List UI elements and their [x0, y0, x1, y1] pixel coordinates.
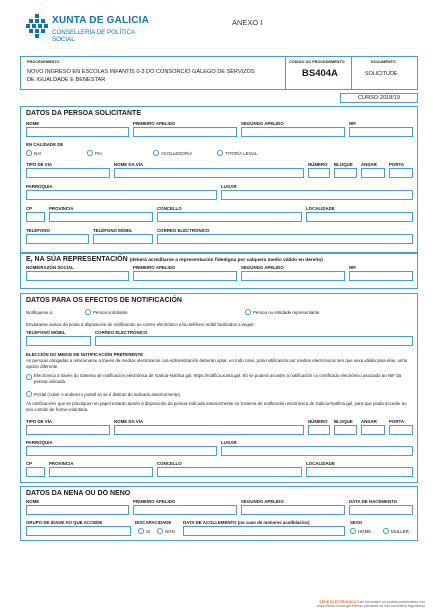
galicia-emblem-icon	[26, 14, 48, 40]
section-title-text: E, NA SÚA REPRESENTACIÓN	[26, 256, 128, 263]
paper-text: As notificacións que se practiquen en papel estarán tamén á disposición da persoa indicada anteriormente no Sistema de notificación electrónica de Galicia-Notifica.gal, para que poida acceder ao seu contido de forma voluntaria.	[26, 401, 407, 412]
field-label: PROVINCIA	[49, 206, 74, 211]
field-label: CP	[26, 206, 33, 211]
document-label: DOCUMENTO	[371, 60, 396, 64]
option-label: Postal (cubrir o enderezo postal só se é distinto do indicado anteriormente).	[34, 392, 182, 397]
field-label: ANDAR	[361, 162, 377, 167]
field-label: DATA DE ACOLLEMENTO (no caso de menores acollidas/os)	[183, 520, 310, 525]
n-council-input[interactable]	[157, 467, 302, 477]
footer-brand: SEDE ELECTRÓNICA	[319, 600, 357, 604]
footer-note	[317, 600, 425, 609]
guardian-radio[interactable]	[217, 150, 223, 156]
father-radio[interactable]	[87, 150, 93, 156]
field-label: NOME DA VÍA	[114, 419, 144, 424]
section-title	[26, 256, 323, 264]
n-floor-input[interactable]	[361, 425, 385, 435]
department-line-2: SOCIAL	[52, 35, 75, 43]
notice-text: Enviaranse avisos da posta á disposición de notificación ao correo electrónico e/ou teléfono móbil facilitados a seguir:	[26, 322, 255, 327]
field-label: PORTA	[389, 162, 405, 167]
procedure-name-line-1: NOVO INGRESO EN ESCOLAS INFANTÍS 0-3 DO CONSORCIO GALEGO DE SERVIZOS	[27, 69, 255, 75]
choice-text: As persoas obrigadas a relacionarse a través de medios electrónicos coa Administración deberán optar, en todo caso, pola notificación por medios electrónicos sen que sexa válida para elas, unha opción diferente.	[26, 358, 408, 369]
council-input[interactable]	[157, 212, 302, 222]
field-label: NOME	[26, 121, 40, 126]
rep-surname1-input[interactable]	[133, 271, 237, 281]
notify-rep-radio[interactable]	[245, 309, 251, 315]
number-input[interactable]	[308, 168, 330, 178]
parish-input[interactable]	[26, 190, 217, 200]
mobile-input[interactable]	[93, 234, 153, 244]
header	[26, 12, 416, 56]
field-label: SEGUNDO APELIDO	[241, 499, 284, 504]
option-label: PAI	[95, 151, 102, 156]
field-label: NOME/RAZÓN SOCIAL	[26, 265, 74, 270]
procedure-label: PROCEDEMENTO	[27, 60, 60, 64]
procedure-code-label: CÓDIGO DO PROCEDEMENTO	[289, 60, 345, 64]
option-label: Persoa ou entidade representante	[253, 310, 320, 315]
field-label: CONCELLO	[157, 461, 182, 466]
locality-input[interactable]	[306, 212, 413, 222]
province-input[interactable]	[49, 212, 153, 222]
notify-applicant-radio[interactable]	[85, 309, 91, 315]
field-label: PRIMEIRO APELIDO	[133, 499, 176, 504]
disability-no-radio[interactable]	[157, 528, 163, 534]
n-place-input[interactable]	[221, 446, 413, 456]
phone-input[interactable]	[26, 234, 89, 244]
option-label: TITOR/A LEGAL	[225, 151, 258, 156]
field-label: SEXO	[350, 520, 363, 525]
rep-surname2-input[interactable]	[241, 271, 345, 281]
option-label: SI	[146, 529, 151, 534]
disability-yes-radio[interactable]	[138, 528, 144, 534]
notify-email-input[interactable]	[95, 336, 413, 346]
field-label: CORREO ELECTRÓNICO	[95, 330, 148, 335]
block-input[interactable]	[334, 168, 357, 178]
field-label: DISCAPACIDADE	[135, 520, 172, 525]
field-label: NOME DA VÍA	[114, 162, 144, 167]
field-label: NIF	[349, 265, 357, 270]
field-label: PARROQUIA	[26, 184, 53, 189]
footer-line-1: Este formulario só poderá presentarse nos	[357, 600, 425, 604]
field-label: LOCALIDADE	[306, 206, 335, 211]
field-label: TELÉFONO MÓBIL	[26, 330, 66, 335]
annex-label: ANEXO I	[232, 18, 263, 27]
field-label: CONCELLO	[157, 206, 182, 211]
door-input[interactable]	[389, 168, 413, 178]
section-subtitle: (deberá acreditarse a representación fidedigna por calquera medio válido en dereito)	[129, 258, 323, 263]
section-title: DATOS DA PERSOA SOLICITANTE	[26, 110, 141, 117]
divider	[285, 57, 286, 89]
course-badge: CURSO 2018/19	[340, 93, 418, 103]
surname1-input[interactable]	[133, 127, 237, 137]
notification-section	[20, 293, 418, 483]
mother-radio[interactable]	[26, 150, 32, 156]
section-title: DATOS PARA OS EFECTOS DE NOTIFICACIÓN	[26, 297, 182, 304]
field-label: NÚMERO	[308, 419, 328, 424]
option-label: ACOLLEDOR/A	[161, 151, 193, 156]
procedure-code: BS404A	[302, 68, 338, 79]
footer-line-2: https://sede.xunta.gal formas previstas na súa normativa reguladora	[316, 604, 425, 609]
field-label: TIPO DE VÍA	[26, 162, 53, 167]
field-label: NIF	[349, 121, 357, 126]
n-locality-input[interactable]	[306, 467, 413, 477]
nif-input[interactable]	[349, 127, 413, 137]
notify-to-label: Notifíquese a:	[26, 310, 54, 315]
sex-male-radio[interactable]	[350, 528, 356, 534]
postal-radio[interactable]	[26, 391, 32, 397]
procedure-name-line-2: DE IGUALDADE E BENESTAR	[27, 76, 106, 83]
option-label: Electrónica a través do Sistema de notificación electrónica de Galicia-Notifica.gal, https://notifica.xunta.gal. Só se poderá acceder á notificación co certificado electrónico asociado ao NIF da persoa indicada.	[34, 373, 402, 384]
field-label: EN CALIDADE DE	[26, 142, 64, 147]
field-label: GRUPO DE IDADE AO QUE ACCEDE	[26, 520, 103, 525]
place-input[interactable]	[221, 190, 413, 200]
applicant-section	[20, 106, 418, 254]
n-road-name-input[interactable]	[114, 425, 304, 435]
field-label: PRIMEIRO APELIDO	[133, 121, 176, 126]
birth-date-input[interactable]	[349, 505, 413, 515]
sex-female-radio[interactable]	[383, 528, 389, 534]
procedure-name	[27, 69, 287, 84]
field-label: PARROQUIA	[26, 440, 53, 445]
section-title: DATOS DA NENA OU DO NENO	[26, 490, 131, 497]
document-type: SOLICITUDE	[365, 71, 398, 77]
option-label: HOME	[358, 529, 372, 534]
option-label: NON	[165, 529, 175, 534]
rep-nif-input[interactable]	[349, 271, 413, 281]
field-label: NÚMERO	[308, 162, 328, 167]
notify-mobile-input[interactable]	[26, 336, 91, 346]
postcode-input[interactable]	[26, 212, 45, 222]
surname2-input[interactable]	[241, 127, 345, 137]
option-label: NAI	[34, 151, 42, 156]
field-label: CORREO ELECTRÓNICO	[157, 228, 210, 233]
field-label: CP	[26, 461, 33, 466]
field-label: SEGUNDO APELIDO	[241, 121, 284, 126]
field-label: TELÉFONO	[26, 228, 50, 233]
child-surname1-input[interactable]	[133, 505, 237, 515]
option-label: MULLER	[391, 529, 409, 534]
child-name-input[interactable]	[26, 505, 129, 515]
option-label: Persoa solicitante	[93, 310, 128, 315]
field-label: NOME	[26, 499, 40, 504]
representative-section	[20, 252, 418, 289]
child-section	[20, 486, 418, 541]
xunta-logo	[26, 12, 156, 54]
n-postcode-input[interactable]	[26, 467, 45, 477]
field-label: TIPO DE VÍA	[26, 419, 53, 424]
procedure-box	[20, 56, 418, 90]
field-label: LUGAR	[221, 440, 237, 445]
host-radio[interactable]	[153, 150, 159, 156]
electronic-radio[interactable]	[26, 374, 32, 380]
child-surname2-input[interactable]	[241, 505, 345, 515]
field-label: ANDAR	[361, 419, 377, 424]
field-label: TELÉFONO MÓBIL	[93, 228, 133, 233]
field-label: BLOQUE	[334, 162, 353, 167]
divider	[351, 57, 352, 89]
n-road-type-input[interactable]	[26, 425, 110, 435]
field-label: LOCALIDADE	[306, 461, 335, 466]
choice-title: ELECCIÓN DO MEDIO DE NOTIFICACIÓN PREFERENTE	[26, 352, 144, 357]
n-door-input[interactable]	[389, 425, 413, 435]
department-name	[52, 30, 152, 44]
field-label: PROVINCIA	[49, 461, 74, 466]
rep-name-input[interactable]	[26, 271, 129, 281]
email-input[interactable]	[157, 234, 413, 244]
field-label: LUGAR	[221, 184, 237, 189]
n-number-input[interactable]	[308, 425, 330, 435]
field-label: SEGUNDO APELIDO	[241, 265, 284, 270]
road-name-input[interactable]	[114, 168, 304, 178]
field-label: DATA DE NACEMENTO	[349, 499, 398, 504]
department-line-1: CONSELLERÍA DE POLÍTICA	[52, 29, 136, 36]
n-parish-input[interactable]	[26, 446, 217, 456]
age-group-input[interactable]	[26, 526, 131, 536]
floor-input[interactable]	[361, 168, 385, 178]
foster-date-input[interactable]	[183, 526, 345, 536]
n-province-input[interactable]	[49, 467, 153, 477]
field-label: BLOQUE	[334, 419, 353, 424]
field-label: PRIMEIRO APELIDO	[133, 265, 176, 270]
n-block-input[interactable]	[334, 425, 357, 435]
org-name: XUNTA DE GALICIA	[52, 15, 150, 26]
road-type-input[interactable]	[26, 168, 110, 178]
field-label: PORTA	[389, 419, 405, 424]
name-input[interactable]	[26, 127, 129, 137]
